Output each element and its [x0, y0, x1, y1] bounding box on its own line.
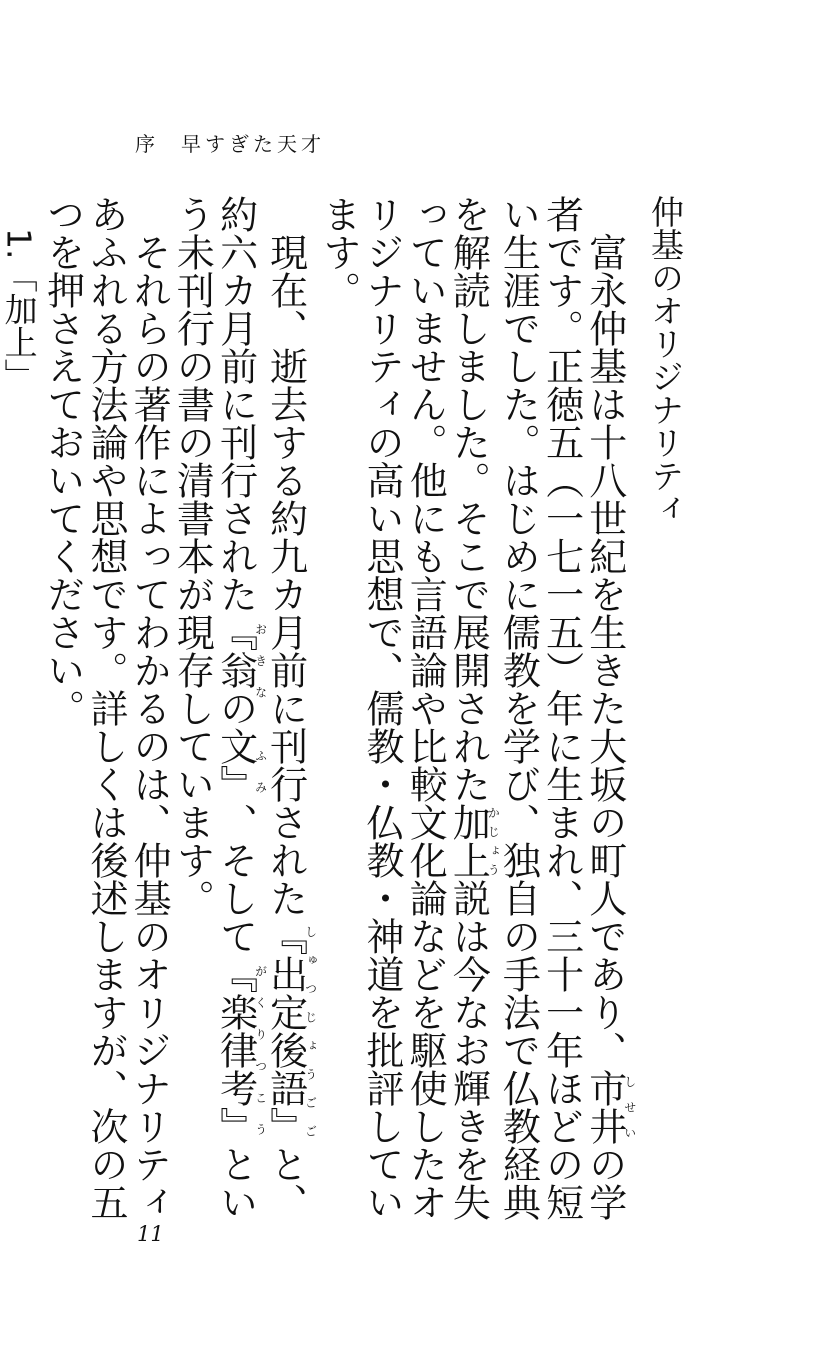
chapter-title: 早すぎた天才: [181, 132, 325, 156]
paragraph-2-part-b: と、約六カ月前に刊行された: [213, 195, 308, 1221]
paragraph-1: [317, 195, 636, 1230]
paragraph-1-part-a: 富永仲基は十八世紀を生きた大坂の町人であり、: [582, 233, 627, 1069]
kajo-suffix: 説: [446, 879, 491, 917]
subsection-number: 1.: [0, 228, 39, 260]
paragraph-3: それらの著作によってわかるのは、仲基のオリジナリティあふれる方法論や思想です。詳しくは後述しますが、次の五つを押さえておいてください。: [40, 195, 172, 1221]
chapter-label: 序: [135, 132, 159, 156]
subsection-title: 「加上」: [0, 259, 39, 392]
running-head: [135, 128, 347, 157]
section-heading: 仲基のオリジナリティ: [646, 195, 685, 525]
ruby-okina-no-fumi: 『翁の文』おきな ふみ: [213, 613, 268, 803]
paragraph-2-part-a: 現在、逝去する約九カ月前に刊行された: [263, 233, 308, 917]
vertical-text-block: [0, 195, 695, 1230]
ruby-kajo: 加上かじょう: [446, 803, 501, 879]
paragraph-2: [170, 195, 316, 1230]
paragraph-2-part-d: という未刊行の書の清書本が現存しています。: [170, 195, 258, 1221]
ruby-shutsujo-gogo: 『出定後語』しゅつじょうごご: [263, 917, 318, 1145]
paragraph-2-part-c: 、そして: [213, 803, 258, 955]
ruby-gakuritsuko: 『楽律考』がくりつこう: [213, 955, 268, 1145]
subsection-heading: [0, 195, 41, 1230]
page-number: 11: [137, 1222, 164, 1246]
paragraph-1-part-b: の学者です。正徳五（一七一五）年に生まれ、三十一年ほどの短い生涯でした。はじめに儒教を学び、独自の手法で仏教経典を解読しました。そこで展開された: [446, 195, 627, 1221]
ruby-shisei: 市井しせい: [582, 1069, 637, 1145]
paragraph-1-part-c: は今なお輝きを失っていません。他にも言語論や比較文化論などを駆使したオリジナリティの高い思想で、儒教・仏教・神道を批評しています。: [316, 195, 491, 1221]
